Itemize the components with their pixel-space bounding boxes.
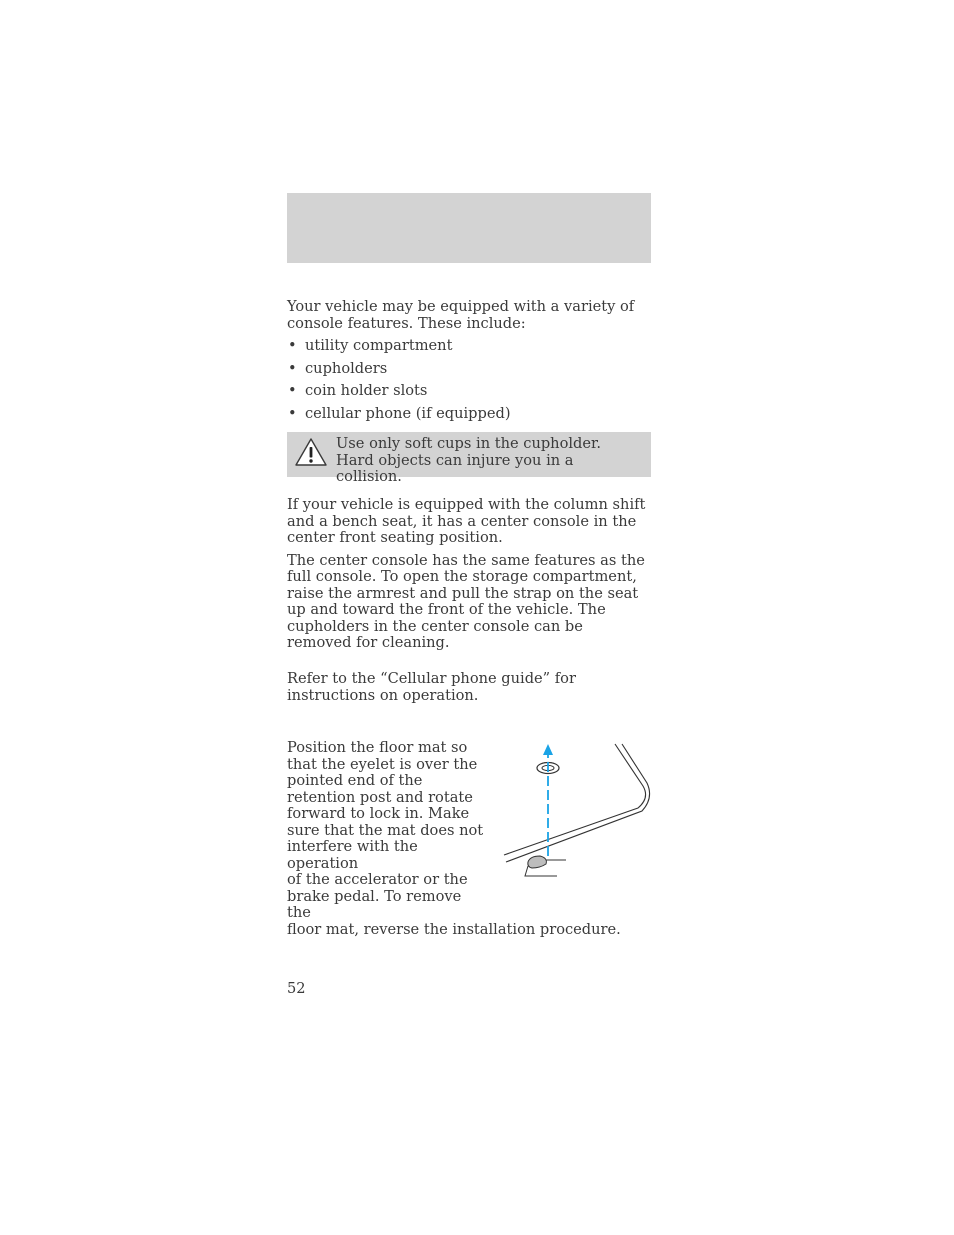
cellular-phone-section xyxy=(287,671,651,704)
warning-triangle-icon xyxy=(294,437,328,467)
floor-mat-line: that the eyelet is over the xyxy=(287,755,478,773)
floor-mat-line: retention post and rotate xyxy=(287,788,473,806)
center-console-paragraph: The center console has the same features as the full console. To open the storage compartment, raise the armrest and pull the strap on the seat up and toward the front of the vehicle. The cupholders in the center console can be removed for cleaning. xyxy=(287,551,645,651)
feature-list xyxy=(287,338,651,428)
floor-mat-line: floor mat, reverse the installation procedure. xyxy=(287,920,621,938)
section-header-bar xyxy=(287,193,651,263)
warning-text: Use only soft cups in the cupholder. Hard objects can injure you in a collision. xyxy=(336,435,602,485)
page-number: 52 xyxy=(287,980,306,997)
intro-paragraph: Your vehicle may be equipped with a variety of console features. These include: xyxy=(287,298,635,332)
floor-mat-illustration xyxy=(500,738,652,880)
floor-mat-line: Position the floor mat so xyxy=(287,739,468,756)
list-item: • cellular phone (if equipped) xyxy=(287,406,651,429)
floor-mat-line: pointed end of the xyxy=(287,772,423,789)
list-item: • coin holder slots xyxy=(287,383,651,406)
list-item: • utility compartment xyxy=(287,338,651,361)
floor-mat-line: of the accelerator or the xyxy=(287,871,468,888)
floor-mat-line: interfere with the operation xyxy=(287,838,418,872)
warning-box xyxy=(287,432,651,485)
retention-post-icon xyxy=(528,856,547,868)
list-item: • cupholders xyxy=(287,361,651,384)
center-console-section xyxy=(287,497,651,652)
console-intro-section xyxy=(287,299,651,428)
cellular-paragraph: Refer to the “Cellular phone guide” for instructions on operation. xyxy=(287,670,576,704)
center-console-paragraph: If your vehicle is equipped with the column shift and a bench seat, it has a center console in the center front seating position. xyxy=(287,496,646,546)
floor-mat-line: brake pedal. To remove the xyxy=(287,887,462,921)
floor-mat-line: sure that the mat does not xyxy=(287,821,484,839)
floor-mat-line: forward to lock in. Make xyxy=(287,805,470,822)
